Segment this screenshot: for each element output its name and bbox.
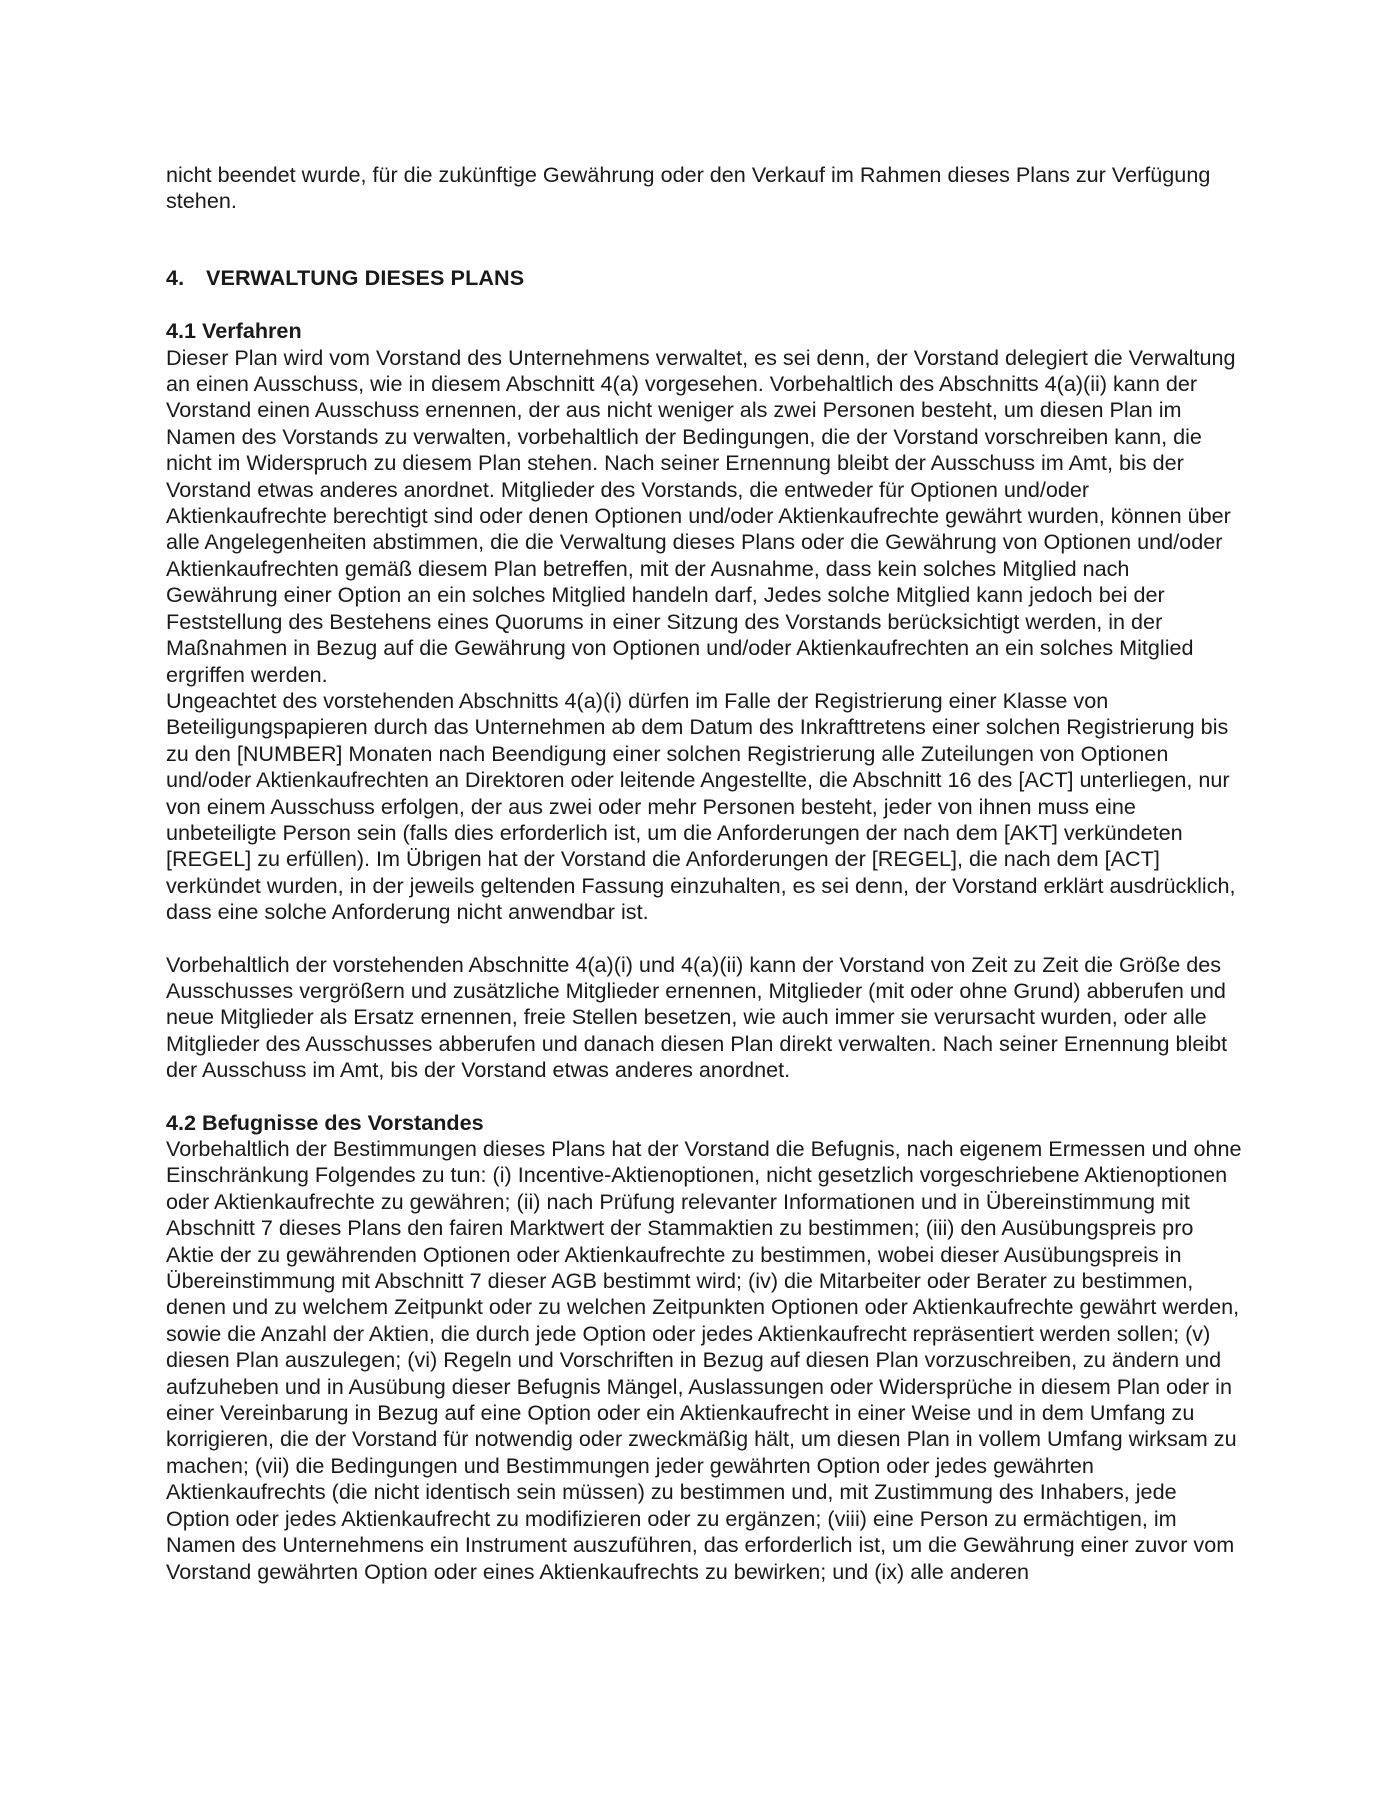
- intro-paragraph: nicht beendet wurde, für die zukünftige Gewährung oder den Verkauf im Rahmen dieses Plans zur Verfügung stehen.: [166, 162, 1211, 214]
- subsection-title-4-1: 4.1 Verfahren: [166, 318, 302, 344]
- paragraph-4-1-c: Vorbehaltlich der vorstehenden Abschnitte 4(a)(i) und 4(a)(ii) kann der Vorstand von Zeit zu Zeit die Größe des Ausschusses vergrößern und zusätzliche Mitglieder ernennen, Mitglieder (mit oder ohne Grund) abberufen und neue Mitglieder als Ersatz ernennen, freie Stellen besetzen, wie auch immer sie verursacht wurden, oder alle Mitglieder des Ausschusses abberufen und danach diesen Plan direkt verwalten. Nach seiner Ernennung bleibt der Ausschuss im Amt, bis der Vorstand etwas anderes anordnet.: [166, 951, 1228, 1083]
- paragraph-4-1-a: Dieser Plan wird vom Vorstand des Unternehmens verwaltet, es sei denn, der Vorstand delegiert die Verwaltung an einen Ausschuss, wie in diesem Abschnitt 4(a) vorgesehen. Vorbehaltlich des Abschnitts 4(a)(ii) kann der Vorstand einen Ausschuss ernennen, der aus nicht weniger als zwei Personen besteht, um diesen Plan im Namen des Vorstands zu verwalten, vorbehaltlich der Bedingungen, die der Vorstand vorschreiben kann, die nicht im Widerspruch zu diesem Plan stehen. Nach seiner Ernennung bleibt der Ausschuss im Amt, bis der Vorstand etwas anderes anordnet. Mitglieder des Vorstands, die entweder für Optionen und/oder Aktienkaufrechte berechtigt sind oder denen Optionen und/oder Aktienkaufrechte gewährt wurden, können über alle Angelegenheiten abstimmen, die die Verwaltung dieses Plans oder die Gewährung von Optionen und/oder Aktienkaufrechten gemäß diesem Plan betreffen, mit der Ausnahme, dass kein solches Mitglied nach Gewährung einer Option an ein solches Mitglied handeln darf, Jedes solche Mitglied kann jedoch bei der Feststellung des Bestehens eines Quorums in einer Sitzung des Vorstands berücksichtigt werden, in der Maßnahmen in Bezug auf die Gewährung von Optionen und/oder Aktienkaufrechten an ein solches Mitglied ergriffen werden.: [166, 344, 1236, 687]
- section-heading: [166, 265, 1246, 291]
- page-body: [166, 162, 1246, 1585]
- paragraph-4-2: Vorbehaltlich der Bestimmungen dieses Plans hat der Vorstand die Befugnis, nach eigenem Ermessen und ohne Einschränkung Folgendes zu tun: (i) Incentive-Aktienoptionen, nicht gesetzlich vorgeschriebene Aktienoptionen oder Aktienkaufrechte zu gewähren; (ii) nach Prüfung relevanter Informationen und in Übereinstimmung mit Abschnitt 7 dieses Plans den fairen Marktwert der Stammaktien zu bestimmen; (iii) den Ausübungspreis pro Aktie der zu gewährenden Optionen oder Aktienkaufrechte zu bestimmen, wobei dieser Ausübungspreis in Übereinstimmung mit Abschnitt 7 dieser AGB bestimmt wird; (iv) die Mitarbeiter oder Berater zu bestimmen, denen und zu welchem Zeitpunkt oder zu welchen Zeitpunkten Optionen oder Aktienkaufrechte gewährt werden, sowie die Anzahl der Aktien, die durch jede Option oder jedes Aktienkaufrecht repräsentiert werden sollen; (v) diesen Plan auszulegen; (vi) Regeln und Vorschriften in Bezug auf diesen Plan vorzuschreiben, zu ändern und aufzuheben und in Ausübung dieser Befugnis Mängel, Auslassungen oder Widersprüche in diesem Plan oder in einer Vereinbarung in Bezug auf eine Option oder ein Aktienkaufrecht in einer Weise und in dem Umfang zu korrigieren, die der Vorstand für notwendig oder zweckmäßig hält, um diesen Plan in vollem Umfang wirksam zu machen; (vii) die Bedingungen und Bestimmungen jeder gewährten Option oder jedes gewährten Aktienkaufrechts (die nicht identisch sein müssen) zu bestimmen und, mit Zustimmung des Inhabers, jede Option oder jedes Aktienkaufrecht zu modifizieren oder zu ergänzen; (viii) eine Person zu ermächtigen, im Namen des Unternehmens ein Instrument auszuführen, das erforderlich ist, um die Gewährung einer zuvor vom Vorstand gewährten Option oder eines Aktienkaufrechts zu bewirken; und (ix) alle anderen: [166, 1136, 1242, 1584]
- paragraph-4-1-b: Ungeachtet des vorstehenden Abschnitts 4(a)(i) dürfen im Falle der Registrierung einer Klasse von Beteiligungspapieren durch das Unternehmen ab dem Datum des Inkrafttretens einer solchen Registrierung bis zu den [NUMBER] Monaten nach Beendigung einer solchen Registrierung alle Zuteilungen von Optionen und/oder Aktienkaufrechten an Direktoren oder leitende Angestellte, die Abschnitt 16 des [ACT] unterliegen, nur von einem Ausschuss erfolgen, der aus zwei oder mehr Personen besteht, jeder von ihnen muss eine unbeteiligte Person sein (falls dies erforderlich ist, um die Anforderungen der nach dem [AKT] verkündeten [REGEL] zu erfüllen). Im Übrigen hat der Vorstand die Anforderungen der [REGEL], die nach dem [ACT] verkündet wurden, in der jeweils geltenden Fassung einzuhalten, es sei denn, der Vorstand erklärt ausdrücklich, dass eine solche Anforderung nicht anwendbar ist.: [166, 687, 1236, 925]
- subsection-title-4-2: 4.2 Befugnisse des Vorstandes: [166, 1109, 484, 1135]
- section-title: VERWALTUNG DIESES PLANS: [206, 264, 525, 290]
- section-number: 4.: [166, 264, 185, 290]
